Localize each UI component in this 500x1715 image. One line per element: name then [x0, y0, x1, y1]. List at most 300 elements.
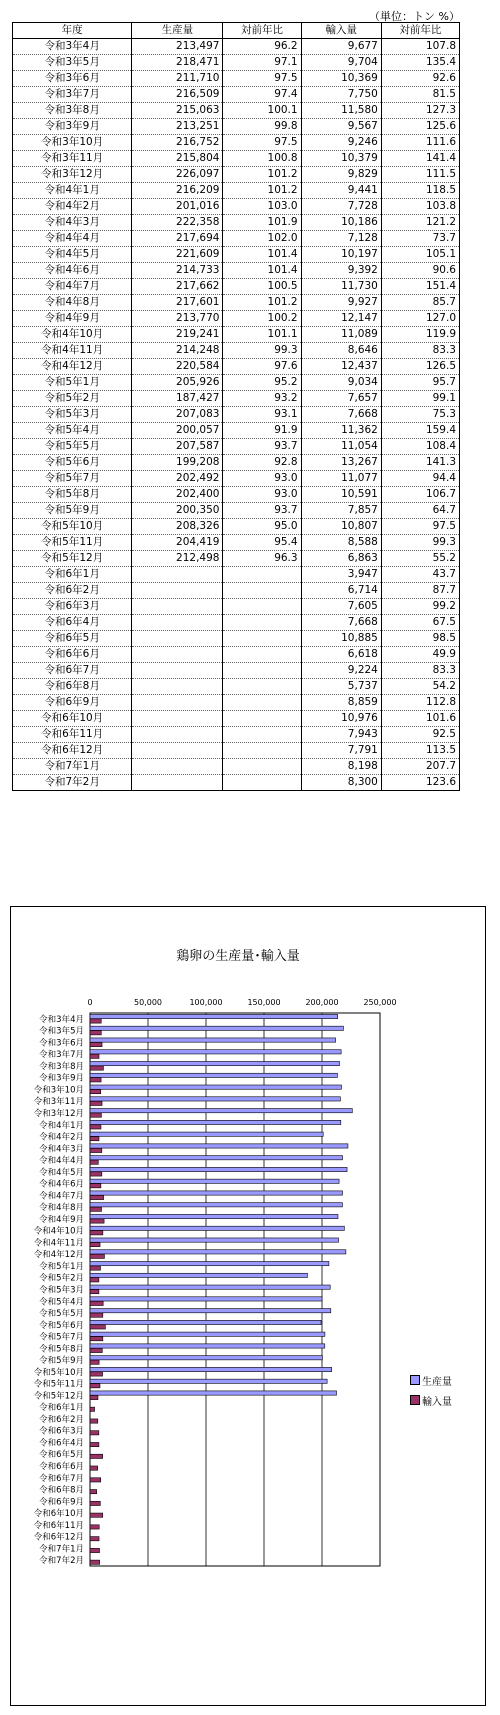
cell-year: 令和3年11月 — [13, 151, 132, 167]
category-label: 令和5年2月 — [39, 1273, 84, 1284]
cell-year: 令和5年5月 — [13, 439, 132, 455]
cell-imports-yoy: 92.5 — [381, 727, 459, 743]
legend-label-production: 生産量 — [422, 1376, 452, 1388]
x-tick-label: 150,000 — [247, 998, 281, 1007]
cell-imports: 6,863 — [301, 551, 381, 567]
bar-production — [90, 1379, 327, 1383]
bar-production — [90, 1320, 321, 1324]
cell-year: 令和4年5月 — [13, 247, 132, 263]
cell-year: 令和6年11月 — [13, 727, 132, 743]
cell-imports: 9,246 — [301, 135, 381, 151]
bar-imports — [90, 1207, 102, 1211]
cell-year: 令和4年4月 — [13, 231, 132, 247]
cell-imports-yoy: 127.0 — [381, 311, 459, 327]
cell-production-yoy: 97.5 — [223, 71, 301, 87]
cell-production: 217,601 — [132, 295, 223, 311]
cell-production: 214,733 — [132, 263, 223, 279]
cell-year: 令和3年7月 — [13, 87, 132, 103]
bar-imports — [90, 1219, 104, 1223]
bar-production — [90, 1144, 348, 1148]
cell-imports: 3,947 — [301, 567, 381, 583]
cell-production: 215,063 — [132, 103, 223, 119]
cell-production-yoy: 97.4 — [223, 87, 301, 103]
category-label: 令和3年11月 — [33, 1097, 84, 1108]
x-tick-label: 200,000 — [305, 998, 339, 1007]
cell-imports-yoy: 54.2 — [381, 679, 459, 695]
cell-production: 207,083 — [132, 407, 223, 423]
cell-imports: 7,728 — [301, 199, 381, 215]
cell-production: 211,710 — [132, 71, 223, 87]
bar-production — [90, 1132, 323, 1136]
header-production: 生産量 — [132, 23, 223, 39]
cell-imports: 11,730 — [301, 279, 381, 295]
cell-imports-yoy: 123.6 — [381, 775, 459, 791]
cell-year: 令和7年1月 — [13, 759, 132, 775]
bar-production — [90, 1191, 342, 1195]
bar-imports — [90, 1290, 99, 1294]
cell-production-yoy: 102.0 — [223, 231, 301, 247]
x-tick-label: 0 — [87, 998, 93, 1007]
cell-year: 令和5年11月 — [13, 535, 132, 551]
category-label: 令和5年4月 — [39, 1297, 84, 1308]
cell-year: 令和3年8月 — [13, 103, 132, 119]
cell-year: 令和3年9月 — [13, 119, 132, 135]
cell-year: 令和5年1月 — [13, 375, 132, 391]
cell-production-yoy: 97.5 — [223, 135, 301, 151]
bar-imports — [90, 1054, 99, 1058]
cell-imports: 7,750 — [301, 87, 381, 103]
cell-imports-yoy: 99.1 — [381, 391, 459, 407]
cell-production-yoy: 103.0 — [223, 199, 301, 215]
bar-imports — [90, 1442, 99, 1446]
category-label: 令和3年5月 — [39, 1026, 84, 1037]
category-label: 令和4年11月 — [33, 1238, 84, 1249]
bar-imports — [90, 1078, 101, 1082]
cell-imports: 7,668 — [301, 615, 381, 631]
cell-imports: 9,224 — [301, 663, 381, 679]
cell-production: 208,326 — [132, 519, 223, 535]
cell-year: 令和6年6月 — [13, 647, 132, 663]
bar-imports — [90, 1325, 105, 1329]
unit-note: （単位：トン %） — [369, 10, 460, 23]
category-label: 令和4年3月 — [39, 1144, 84, 1155]
category-label: 令和4年7月 — [39, 1191, 84, 1202]
x-tick-label: 100,000 — [189, 998, 223, 1007]
category-label: 令和6年3月 — [39, 1426, 84, 1437]
bar-imports — [90, 1101, 102, 1105]
bar-imports — [90, 1160, 98, 1164]
bar-production — [90, 1156, 343, 1160]
header-imports: 輸入量 — [301, 23, 381, 39]
chart-title: 鶏卵の生産量･輸入量 — [176, 949, 300, 964]
cell-imports-yoy: 95.7 — [381, 375, 459, 391]
cell-imports-yoy: 97.5 — [381, 519, 459, 535]
cell-year: 令和5年7月 — [13, 471, 132, 487]
cell-production-yoy: 97.6 — [223, 359, 301, 375]
cell-production-yoy: 101.2 — [223, 295, 301, 311]
bar-imports — [90, 1278, 99, 1282]
bar-production — [90, 1014, 338, 1018]
cell-year: 令和5年6月 — [13, 455, 132, 471]
bar-imports — [90, 1407, 95, 1411]
cell-year: 令和5年12月 — [13, 551, 132, 567]
category-label: 令和5年10月 — [33, 1367, 84, 1378]
bar-production — [90, 1261, 329, 1265]
cell-imports-yoy: 107.8 — [381, 39, 459, 55]
cell-imports-yoy: 94.4 — [381, 471, 459, 487]
cell-production-yoy: 100.1 — [223, 103, 301, 119]
cell-imports-yoy: 92.6 — [381, 71, 459, 87]
cell-year: 令和6年2月 — [13, 583, 132, 599]
category-label: 令和6年1月 — [39, 1403, 84, 1414]
cell-production-yoy: 95.0 — [223, 519, 301, 535]
cell-production: 202,492 — [132, 471, 223, 487]
cell-imports-yoy: 81.5 — [381, 87, 459, 103]
bar-imports — [90, 1466, 98, 1470]
cell-imports-yoy: 141.4 — [381, 151, 459, 167]
bar-imports — [90, 1478, 101, 1482]
cell-production-yoy: 101.2 — [223, 183, 301, 199]
bar-imports — [90, 1384, 100, 1388]
category-label: 令和3年6月 — [39, 1038, 84, 1049]
cell-imports: 7,128 — [301, 231, 381, 247]
cell-imports-yoy: 105.1 — [381, 247, 459, 263]
bar-imports — [90, 1148, 102, 1152]
cell-imports-yoy: 99.3 — [381, 535, 459, 551]
cell-year: 令和6年9月 — [13, 695, 132, 711]
cell-imports-yoy: 43.7 — [381, 567, 459, 583]
cell-production: 216,752 — [132, 135, 223, 151]
cell-production-yoy: 100.8 — [223, 151, 301, 167]
cell-imports: 7,857 — [301, 503, 381, 519]
bar-production — [90, 1120, 341, 1124]
cell-imports: 9,034 — [301, 375, 381, 391]
cell-year: 令和4年6月 — [13, 263, 132, 279]
bar-production — [90, 1285, 330, 1289]
cell-year: 令和3年12月 — [13, 167, 132, 183]
cell-imports: 6,618 — [301, 647, 381, 663]
cell-imports-yoy: 90.6 — [381, 263, 459, 279]
bar-imports — [90, 1372, 103, 1376]
bar-imports — [90, 1172, 102, 1176]
cell-production-yoy: 93.0 — [223, 487, 301, 503]
cell-imports-yoy: 83.3 — [381, 343, 459, 359]
bar-production — [90, 1109, 352, 1113]
cell-imports-yoy: 87.7 — [381, 583, 459, 599]
category-label: 令和7年1月 — [39, 1544, 84, 1555]
cell-production: 205,926 — [132, 375, 223, 391]
bar-imports — [90, 1454, 103, 1458]
bar-production — [90, 1332, 325, 1336]
cell-production: 217,662 — [132, 279, 223, 295]
cell-imports-yoy: 159.4 — [381, 423, 459, 439]
cell-imports-yoy: 75.3 — [381, 407, 459, 423]
cell-imports: 11,077 — [301, 471, 381, 487]
cell-production: 187,427 — [132, 391, 223, 407]
cell-production: 226,097 — [132, 167, 223, 183]
legend-swatch-imports — [410, 1395, 420, 1405]
category-label: 令和4年10月 — [33, 1226, 84, 1237]
cell-imports: 5,737 — [301, 679, 381, 695]
header-imports-yoy: 対前年比 — [381, 23, 459, 39]
cell-production-yoy: 97.1 — [223, 55, 301, 71]
cell-year: 令和6年12月 — [13, 743, 132, 759]
cell-imports-yoy: 125.6 — [381, 119, 459, 135]
cell-production: 200,350 — [132, 503, 223, 519]
cell-imports-yoy: 83.3 — [381, 663, 459, 679]
cell-production: 217,694 — [132, 231, 223, 247]
cell-production-yoy: 95.2 — [223, 375, 301, 391]
cell-production-yoy: 100.2 — [223, 311, 301, 327]
bar-imports — [90, 1042, 102, 1046]
cell-imports: 7,605 — [301, 599, 381, 615]
category-label: 令和3年4月 — [39, 1014, 84, 1025]
cell-production: 199,208 — [132, 455, 223, 471]
category-label: 令和6年6月 — [39, 1461, 84, 1472]
cell-imports: 11,054 — [301, 439, 381, 455]
cell-imports-yoy: 73.7 — [381, 231, 459, 247]
cell-year: 令和4年1月 — [13, 183, 132, 199]
cell-imports: 10,976 — [301, 711, 381, 727]
cell-imports: 6,714 — [301, 583, 381, 599]
cell-production-yoy: 96.2 — [223, 39, 301, 55]
bar-production — [90, 1073, 337, 1077]
cell-imports: 8,588 — [301, 535, 381, 551]
cell-imports-yoy: 106.7 — [381, 487, 459, 503]
legend-swatch-production — [410, 1375, 420, 1385]
cell-year: 令和5年8月 — [13, 487, 132, 503]
cell-production: 214,248 — [132, 343, 223, 359]
cell-year: 令和4年12月 — [13, 359, 132, 375]
bar-imports — [90, 1360, 99, 1364]
cell-imports: 11,089 — [301, 327, 381, 343]
cell-imports-yoy: 85.7 — [381, 295, 459, 311]
cell-imports: 10,807 — [301, 519, 381, 535]
bar-imports — [90, 1184, 101, 1188]
bar-imports — [90, 1137, 99, 1141]
cell-imports: 12,437 — [301, 359, 381, 375]
bar-imports — [90, 1490, 97, 1494]
bar-production — [90, 1061, 339, 1065]
bar-production — [90, 1167, 347, 1171]
category-label: 令和5年7月 — [39, 1332, 84, 1343]
header-production-yoy: 対前年比 — [223, 23, 301, 39]
cell-imports-yoy: 127.3 — [381, 103, 459, 119]
cell-production-yoy: 101.9 — [223, 215, 301, 231]
cell-imports: 9,704 — [301, 55, 381, 71]
legend-label-imports: 輸入量 — [422, 1396, 452, 1408]
cell-year: 令和5年10月 — [13, 519, 132, 535]
cell-production-yoy: 99.8 — [223, 119, 301, 135]
category-label: 令和3年9月 — [39, 1073, 84, 1084]
cell-production-yoy: 93.1 — [223, 407, 301, 423]
cell-production: 202,400 — [132, 487, 223, 503]
category-label: 令和5年3月 — [39, 1285, 84, 1296]
cell-imports-yoy: 101.6 — [381, 711, 459, 727]
category-label: 令和6年9月 — [39, 1497, 84, 1508]
category-label: 令和3年7月 — [39, 1050, 84, 1061]
cell-production-yoy: 101.2 — [223, 167, 301, 183]
category-label: 令和6年12月 — [33, 1532, 84, 1543]
cell-year: 令和6年4月 — [13, 615, 132, 631]
category-label: 令和4年2月 — [39, 1132, 84, 1143]
cell-production: 221,609 — [132, 247, 223, 263]
cell-year: 令和4年2月 — [13, 199, 132, 215]
cell-imports-yoy: 55.2 — [381, 551, 459, 567]
cell-imports: 9,829 — [301, 167, 381, 183]
cell-year: 令和4年8月 — [13, 295, 132, 311]
bar-imports — [90, 1266, 100, 1270]
bar-imports — [90, 1231, 103, 1235]
cell-imports-yoy: 111.5 — [381, 167, 459, 183]
category-label: 令和4年6月 — [39, 1179, 84, 1190]
category-label: 令和6年7月 — [39, 1473, 84, 1484]
cell-production: 218,471 — [132, 55, 223, 71]
category-label: 令和6年4月 — [39, 1438, 84, 1449]
cell-imports: 10,591 — [301, 487, 381, 503]
cell-imports: 8,859 — [301, 695, 381, 711]
cell-imports-yoy: 121.2 — [381, 215, 459, 231]
cell-year: 令和7年2月 — [13, 775, 132, 791]
cell-year: 令和5年9月 — [13, 503, 132, 519]
category-label: 令和3年10月 — [33, 1085, 84, 1096]
bar-production — [90, 1050, 341, 1054]
bar-production — [90, 1214, 338, 1218]
category-label: 令和6年2月 — [39, 1414, 84, 1425]
legend-item-imports — [410, 1390, 478, 1410]
bar-production — [90, 1250, 346, 1254]
bar-production — [90, 1085, 341, 1089]
cell-imports: 8,198 — [301, 759, 381, 775]
category-label: 令和4年1月 — [39, 1120, 84, 1131]
cell-production-yoy: 96.3 — [223, 551, 301, 567]
bar-imports — [90, 1431, 99, 1435]
cell-year: 令和5年3月 — [13, 407, 132, 423]
bar-production — [90, 1309, 331, 1313]
bar-imports — [90, 1242, 100, 1246]
category-label: 令和6年11月 — [33, 1520, 84, 1531]
category-label: 令和5年5月 — [39, 1309, 84, 1320]
cell-year: 令和4年7月 — [13, 279, 132, 295]
cell-imports: 7,943 — [301, 727, 381, 743]
cell-imports: 9,567 — [301, 119, 381, 135]
cell-imports-yoy: 111.6 — [381, 135, 459, 151]
cell-year: 令和6年5月 — [13, 631, 132, 647]
cell-year: 令和5年2月 — [13, 391, 132, 407]
bar-production — [90, 1097, 340, 1101]
cell-production: 212,498 — [132, 551, 223, 567]
cell-production: 213,770 — [132, 311, 223, 327]
cell-production-yoy: 100.5 — [223, 279, 301, 295]
cell-imports-yoy: 141.3 — [381, 455, 459, 471]
cell-production: 222,358 — [132, 215, 223, 231]
cell-production-yoy: 93.7 — [223, 439, 301, 455]
category-label: 令和5年6月 — [39, 1320, 84, 1331]
cell-production: 216,509 — [132, 87, 223, 103]
cell-year: 令和3年6月 — [13, 71, 132, 87]
bar-imports — [90, 1548, 100, 1552]
category-label: 令和4年9月 — [39, 1214, 84, 1225]
category-label: 令和4年12月 — [33, 1250, 84, 1261]
bar-imports — [90, 1031, 101, 1035]
cell-imports: 9,441 — [301, 183, 381, 199]
cell-imports-yoy: 67.5 — [381, 615, 459, 631]
cell-imports: 9,927 — [301, 295, 381, 311]
cell-production-yoy: 99.3 — [223, 343, 301, 359]
bar-imports — [90, 1254, 104, 1258]
cell-imports: 10,885 — [301, 631, 381, 647]
cell-imports: 7,791 — [301, 743, 381, 759]
cell-imports-yoy: 135.4 — [381, 55, 459, 71]
cell-production: 213,251 — [132, 119, 223, 135]
cell-production: 204,419 — [132, 535, 223, 551]
cell-imports-yoy: 103.8 — [381, 199, 459, 215]
cell-imports: 10,379 — [301, 151, 381, 167]
cell-imports-yoy: 99.2 — [381, 599, 459, 615]
cell-imports: 10,369 — [301, 71, 381, 87]
cell-imports-yoy: 126.5 — [381, 359, 459, 375]
cell-production: 220,584 — [132, 359, 223, 375]
category-label: 令和6年8月 — [39, 1485, 84, 1496]
cell-imports-yoy: 119.9 — [381, 327, 459, 343]
bar-imports — [90, 1066, 103, 1070]
category-label: 令和6年5月 — [39, 1450, 84, 1461]
cell-imports-yoy: 118.5 — [381, 183, 459, 199]
legend-item-production — [410, 1370, 478, 1390]
cell-imports: 10,186 — [301, 215, 381, 231]
cell-production-yoy: 92.8 — [223, 455, 301, 471]
cell-year: 令和4年10月 — [13, 327, 132, 343]
bar-imports — [90, 1501, 100, 1505]
bar-imports — [90, 1195, 104, 1199]
cell-year: 令和3年5月 — [13, 55, 132, 71]
bar-imports — [90, 1337, 103, 1341]
category-label: 令和4年4月 — [39, 1156, 84, 1167]
bar-production — [90, 1038, 336, 1042]
cell-imports-yoy: 151.4 — [381, 279, 459, 295]
cell-year: 令和6年3月 — [13, 599, 132, 615]
cell-production-yoy: 101.4 — [223, 247, 301, 263]
bar-production — [90, 1356, 322, 1360]
category-label: 令和3年8月 — [39, 1061, 84, 1072]
cell-imports-yoy: 113.5 — [381, 743, 459, 759]
x-tick-label: 50,000 — [134, 998, 162, 1007]
cell-imports: 9,392 — [301, 263, 381, 279]
cell-year: 令和6年7月 — [13, 663, 132, 679]
cell-imports-yoy: 112.8 — [381, 695, 459, 711]
header-year: 年度 — [13, 23, 132, 39]
category-label: 令和5年9月 — [39, 1356, 84, 1367]
category-label: 令和3年12月 — [33, 1109, 84, 1120]
bar-imports — [90, 1019, 101, 1023]
cell-production: 215,804 — [132, 151, 223, 167]
cell-production-yoy: 95.4 — [223, 535, 301, 551]
bar-imports — [90, 1089, 101, 1093]
cell-year: 令和4年3月 — [13, 215, 132, 231]
cell-production-yoy: 93.2 — [223, 391, 301, 407]
category-label: 令和5年12月 — [33, 1391, 84, 1402]
bar-imports — [90, 1537, 99, 1541]
bar-imports — [90, 1301, 103, 1305]
category-label: 令和5年11月 — [33, 1379, 84, 1390]
bar-production — [90, 1273, 307, 1277]
cell-imports: 7,668 — [301, 407, 381, 423]
cell-year: 令和3年4月 — [13, 39, 132, 55]
cell-production: 219,241 — [132, 327, 223, 343]
cell-imports: 11,362 — [301, 423, 381, 439]
category-label: 令和5年1月 — [39, 1261, 84, 1272]
cell-production: 201,016 — [132, 199, 223, 215]
